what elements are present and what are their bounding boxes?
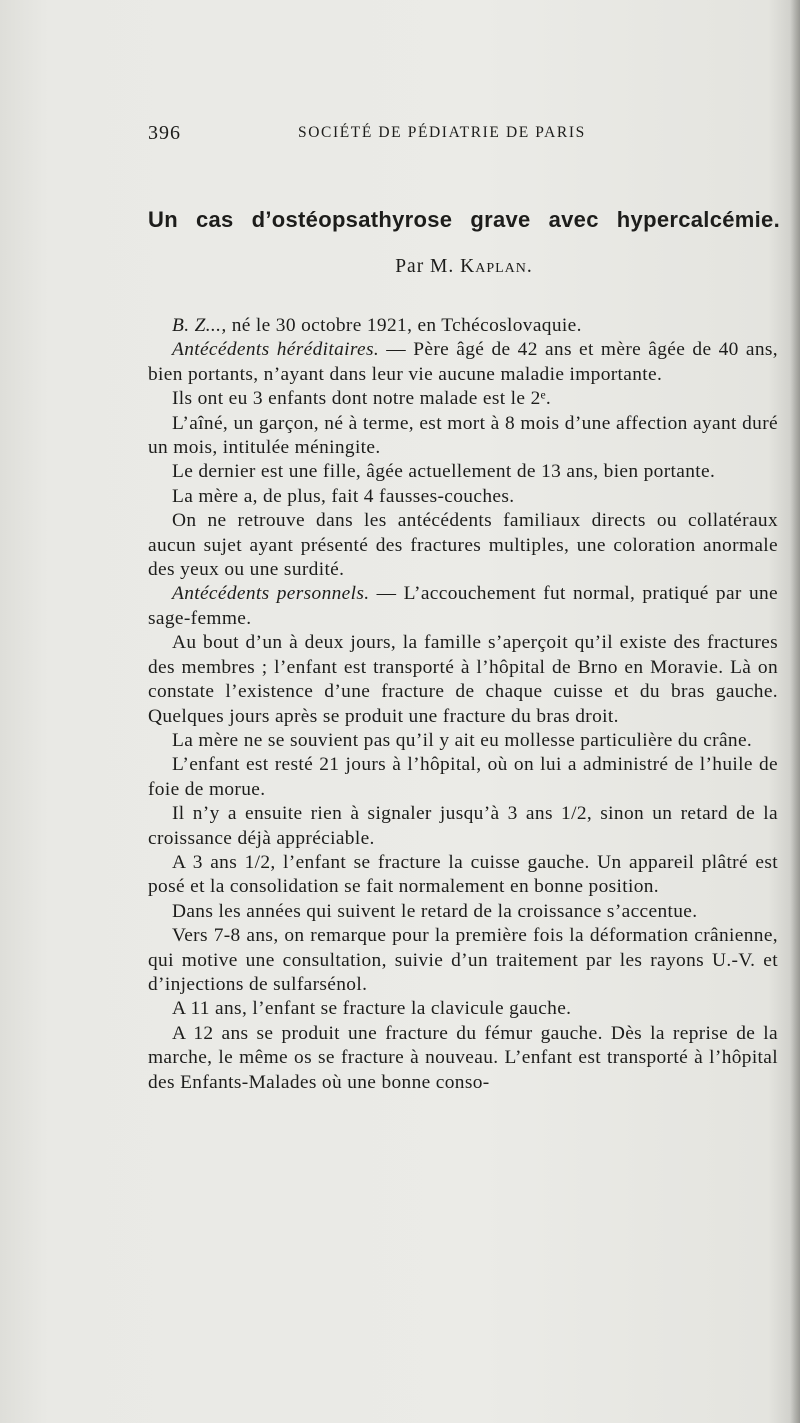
paragraph — [148, 1022, 778, 1095]
paragraph-lead: B. Z..., — [172, 315, 227, 336]
byline-prefix: Par M. — [395, 256, 455, 277]
paragraph — [148, 753, 778, 802]
paragraph — [148, 387, 778, 411]
paragraph-text: La mère a, de plus, fait 4 fausses-couches. — [172, 485, 515, 507]
running-head — [148, 122, 778, 146]
paragraph — [148, 631, 778, 729]
paragraph-lead: Antécédents héréditaires. — [172, 339, 380, 361]
paragraph-text: Vers 7-8 ans, on remarque pour la première fois la déformation crânienne, qui motive une consultation, suivie d’un traitement par les rayons U.-V. et d’injections de sulfarsénol. — [148, 925, 778, 995]
paragraph-text: Le dernier est une fille, âgée actuellement de 13 ans, bien portante. — [172, 461, 716, 483]
paragraph — [148, 924, 778, 997]
paragraph — [148, 851, 778, 900]
paragraph — [148, 460, 778, 484]
byline — [148, 256, 780, 278]
paragraph — [148, 997, 778, 1021]
author-name: Kaplan. — [460, 256, 533, 277]
paragraph-text: Il n’y a ensuite rien à signaler jusqu’à 3 ans 1/2, sinon un retard de la croissance déjà appréciable. — [148, 803, 778, 849]
paragraph — [148, 729, 778, 753]
paragraph — [148, 900, 778, 924]
page-number: 396 — [148, 122, 181, 144]
paragraph — [148, 582, 778, 631]
paragraph — [148, 338, 778, 387]
paragraph-lead: Antécédents personnels. — [172, 583, 370, 605]
journal-title: SOCIÉTÉ DE PÉDIATRIE DE PARIS — [298, 124, 586, 141]
paragraph-text: né le 30 octobre 1921, en Tchécoslovaquie. — [226, 315, 582, 336]
paragraph-text: Ils ont eu 3 enfants dont notre malade est le 2ᵉ. — [172, 388, 552, 410]
article-body — [148, 314, 778, 1095]
paragraph-text: A 12 ans se produit une fracture du fémur gauche. Dès la reprise de la marche, le même os se fracture à nouveau. L’enfant est transporté à l’hôpital des Enfants-Malades où une bonne conso- — [148, 1022, 778, 1093]
paragraph — [148, 412, 778, 461]
paragraph-text: Dans les années qui suivent le retard de la croissance s’accentue. — [172, 900, 698, 922]
paragraph-text: L’aîné, un garçon, né à terme, est mort à 8 mois d’une affection ayant duré un mois, intitulée méningite. — [148, 412, 778, 459]
paragraph-text: — L’accouchement fut normal, pratiqué par une sage-femme. — [148, 583, 778, 629]
paragraph-text: Au bout d’un à deux jours, la famille s’aperçoit qu’il existe des fractures des membres ; l’enfant est transporté à l’hôpital de Brno en Moravie. Là on constate l’existence d’une fracture de chaque cuisse et du bras gauche. Quelques jours après se produit une fracture du bras droit. — [148, 632, 778, 727]
paragraph — [148, 314, 778, 338]
paragraph-text: A 11 ans, l’enfant se fracture la clavicule gauche. — [172, 998, 572, 1020]
article-title: Un cas d’ostéopsathyrose grave avec hypercalcémie. — [148, 207, 780, 232]
paragraph-text: A 3 ans 1/2, l’enfant se fracture la cuisse gauche. Un appareil plâtré est posé et la consolidation se fait normalement en bonne position. — [148, 851, 778, 898]
paragraph — [148, 485, 778, 509]
paragraph-text: La mère ne se souvient pas qu’il y ait eu mollesse particulière du crâne. — [172, 729, 753, 751]
paragraph-text: L’enfant est resté 21 jours à l’hôpital, où on lui a administré de l’huile de foie de morue. — [148, 754, 778, 800]
paragraph-text: — Père âgé de 42 ans et mère âgée de 40 ans, bien portants, n’ayant dans leur vie aucune maladie importante. — [148, 339, 778, 385]
paragraph — [148, 802, 778, 851]
page-edge-shadow — [790, 0, 800, 1423]
paragraph — [148, 509, 778, 582]
paragraph-text: On ne retrouve dans les antécédents familiaux directs ou collatéraux aucun sujet ayant présenté des fractures multiples, une coloration anormale des yeux ou une surdité. — [148, 510, 778, 581]
